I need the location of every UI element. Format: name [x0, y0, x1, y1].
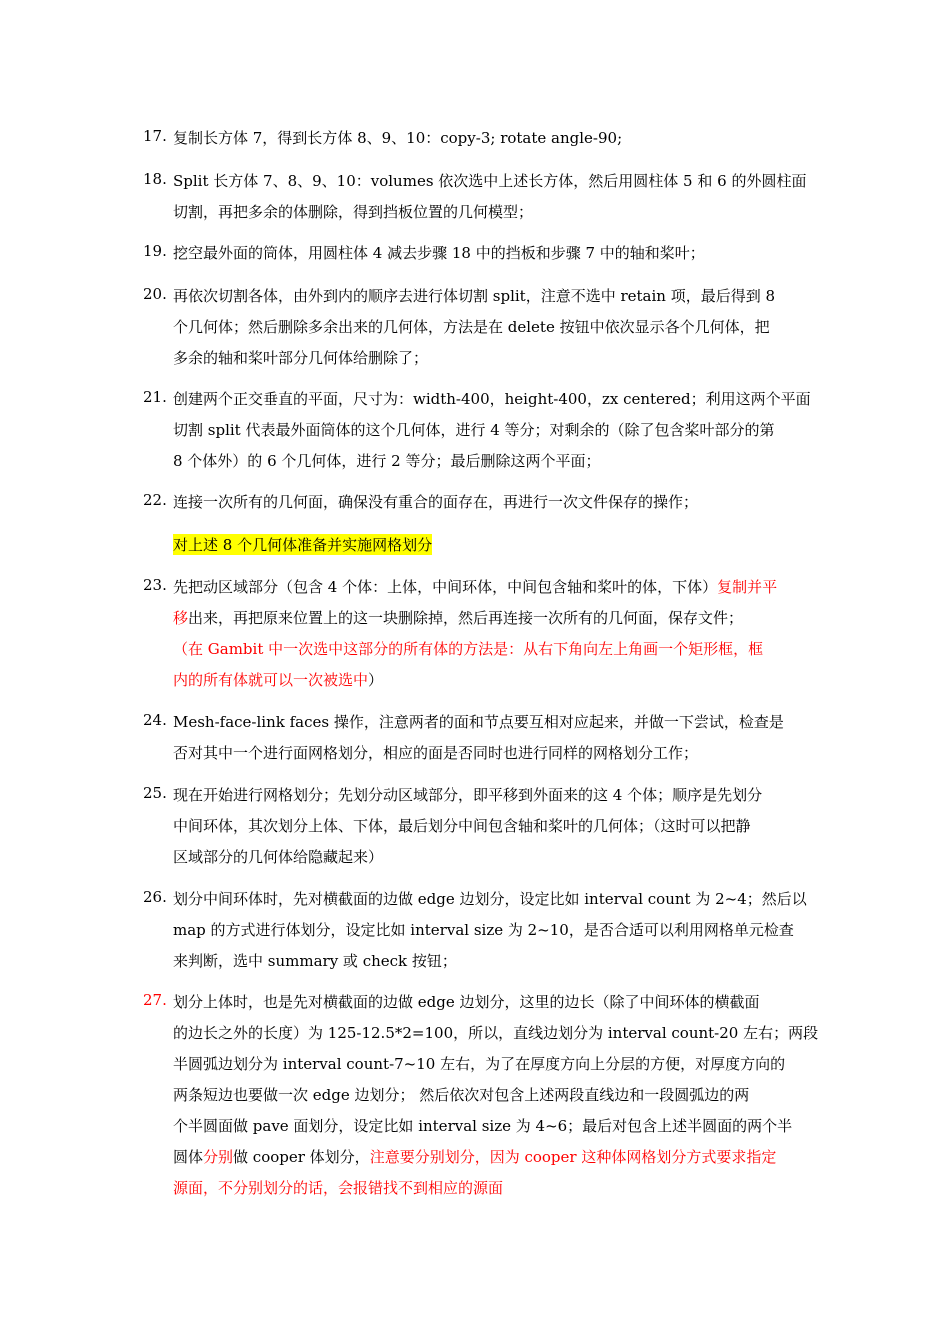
- item-text: 复制长方体 7，得到长方体 8、9、10：copy-3; rotate angle-90;: [173, 129, 623, 147]
- item-text: 挖空最外面的筒体，用圆柱体 4 减去步骤 18 中的挡板和步骤 7 中的轴和桨叶；: [173, 244, 705, 262]
- item-number: 26.: [143, 888, 167, 906]
- item-text: 切割，再把多余的体删除，得到挡板位置的几何模型；: [173, 203, 534, 221]
- item-text: 半圆弧边划分为 interval count-7~10 左右，为了在厚度方向上分层的方便，对厚度方向的: [173, 1055, 786, 1073]
- item-text: 区域部分的几何体给隐藏起来）: [173, 848, 384, 866]
- item-text: 创建两个正交垂直的平面，尺寸为：width-400，height-400，zx centered；利用这两个平面: [173, 390, 811, 408]
- item-text: 两条短边也要做一次 edge 边划分； 然后依次对包含上述两段直线边和一段圆弧边的两: [173, 1086, 750, 1104]
- red-text-segment: 移: [173, 609, 189, 627]
- item-text: 个几何体；然后删除多余出来的几何体，方法是在 delete 按钮中依次显示各个几何体，把: [173, 318, 770, 336]
- item-number: 23.: [143, 576, 167, 594]
- item-text: 中间环体，其次划分上体、下体，最后划分中间包含轴和桨叶的几何体；（这时可以把静: [173, 817, 751, 835]
- item-text: 连接一次所有的几何面，确保没有重合的面存在，再进行一次文件保存的操作；: [173, 493, 699, 511]
- item-text: 再依次切割各体，由外到内的顺序去进行体切割 split，注意不选中 retain 项，最后得到 8: [173, 287, 776, 305]
- red-text-line: 源面，不分别划分的话，会报错找不到相应的源面: [173, 1179, 504, 1197]
- item-number: 27.: [143, 991, 167, 1009]
- item-number: 24.: [143, 711, 167, 729]
- section-heading: 对上述 8 个几何体准备并实施网格划分: [173, 536, 433, 554]
- item-text: 8 个体外）的 6 个几何体，进行 2 等分；最后删除这两个平面；: [173, 452, 601, 470]
- item-text: [173, 576, 777, 597]
- item-text: [173, 607, 743, 628]
- item-text: Mesh-face-link faces 操作，注意两者的面和节点要互相对应起来，并做一下尝试，检查是: [173, 713, 784, 731]
- red-text-segment: 注意要分别划分，因为 cooper 这种体网格划分方式要求指定: [369, 1148, 777, 1166]
- text-segment: 先把动区域部分（包含 4 个体：上体，中间环体，中间包含轴和桨叶的体，下体）: [173, 578, 718, 596]
- red-text-segment: 分别: [203, 1148, 234, 1166]
- text-segment: 出来，再把原来位置上的这一块删除掉，然后再连接一次所有的几何面，保存文件；: [188, 609, 744, 627]
- text-segment: ）: [368, 671, 384, 689]
- item-text: 个半圆面做 pave 面划分，设定比如 interval size 为 4~6；最后对包含上述半圆面的两个半: [173, 1117, 793, 1135]
- item-number: 20.: [143, 285, 167, 303]
- item-text: [173, 669, 383, 690]
- item-number: 18.: [143, 170, 167, 188]
- item-number: 22.: [143, 491, 167, 509]
- item-text: 现在开始进行网格划分；先划分动区域部分，即平移到外面来的这 4 个体；顺序是先划分: [173, 786, 763, 804]
- text-segment: 做 cooper 体划分，: [233, 1148, 370, 1166]
- item-text: 多余的轴和桨叶部分几何体给删除了；: [173, 349, 429, 367]
- item-number: 25.: [143, 784, 167, 802]
- item-text: 来判断，选中 summary 或 check 按钮；: [173, 952, 457, 970]
- item-text: 否对其中一个进行面网格划分，相应的面是否同时也进行同样的网格划分工作；: [173, 744, 699, 762]
- red-text-segment: 复制并平: [717, 578, 778, 596]
- item-text: 切割 split 代表最外面筒体的这个几何体，进行 4 等分；对剩余的（除了包含桨叶部分的第: [173, 421, 775, 439]
- red-text-line: （在 Gambit 中一次选中这部分的所有体的方法是：从右下角向左上角画一个矩形框，框: [173, 640, 764, 658]
- item-text: [173, 1146, 776, 1167]
- item-text: Split 长方体 7、8、9、10：volumes 依次选中上述长方体，然后用圆柱体 5 和 6 的外圆柱面: [173, 172, 807, 190]
- item-text: 划分上体时，也是先对横截面的边做 edge 边划分，这里的边长（除了中间环体的横截面: [173, 993, 760, 1011]
- item-number: 17.: [143, 127, 167, 145]
- item-text: map 的方式进行体划分，设定比如 interval size 为 2~10，是否合适可以利用网格单元检查: [173, 921, 794, 939]
- text-segment: 圆体: [173, 1148, 204, 1166]
- item-number: 19.: [143, 242, 167, 260]
- item-text: 划分中间环体时，先对横截面的边做 edge 边划分，设定比如 interval count 为 2~4；然后以: [173, 890, 807, 908]
- red-text-segment: 内的所有体就可以一次被选中: [173, 671, 369, 689]
- item-text: 的边长之外的长度）为 125-12.5*2=100，所以，直线边划分为 interval count-20 左右；两段: [173, 1024, 819, 1042]
- item-number: 21.: [143, 388, 167, 406]
